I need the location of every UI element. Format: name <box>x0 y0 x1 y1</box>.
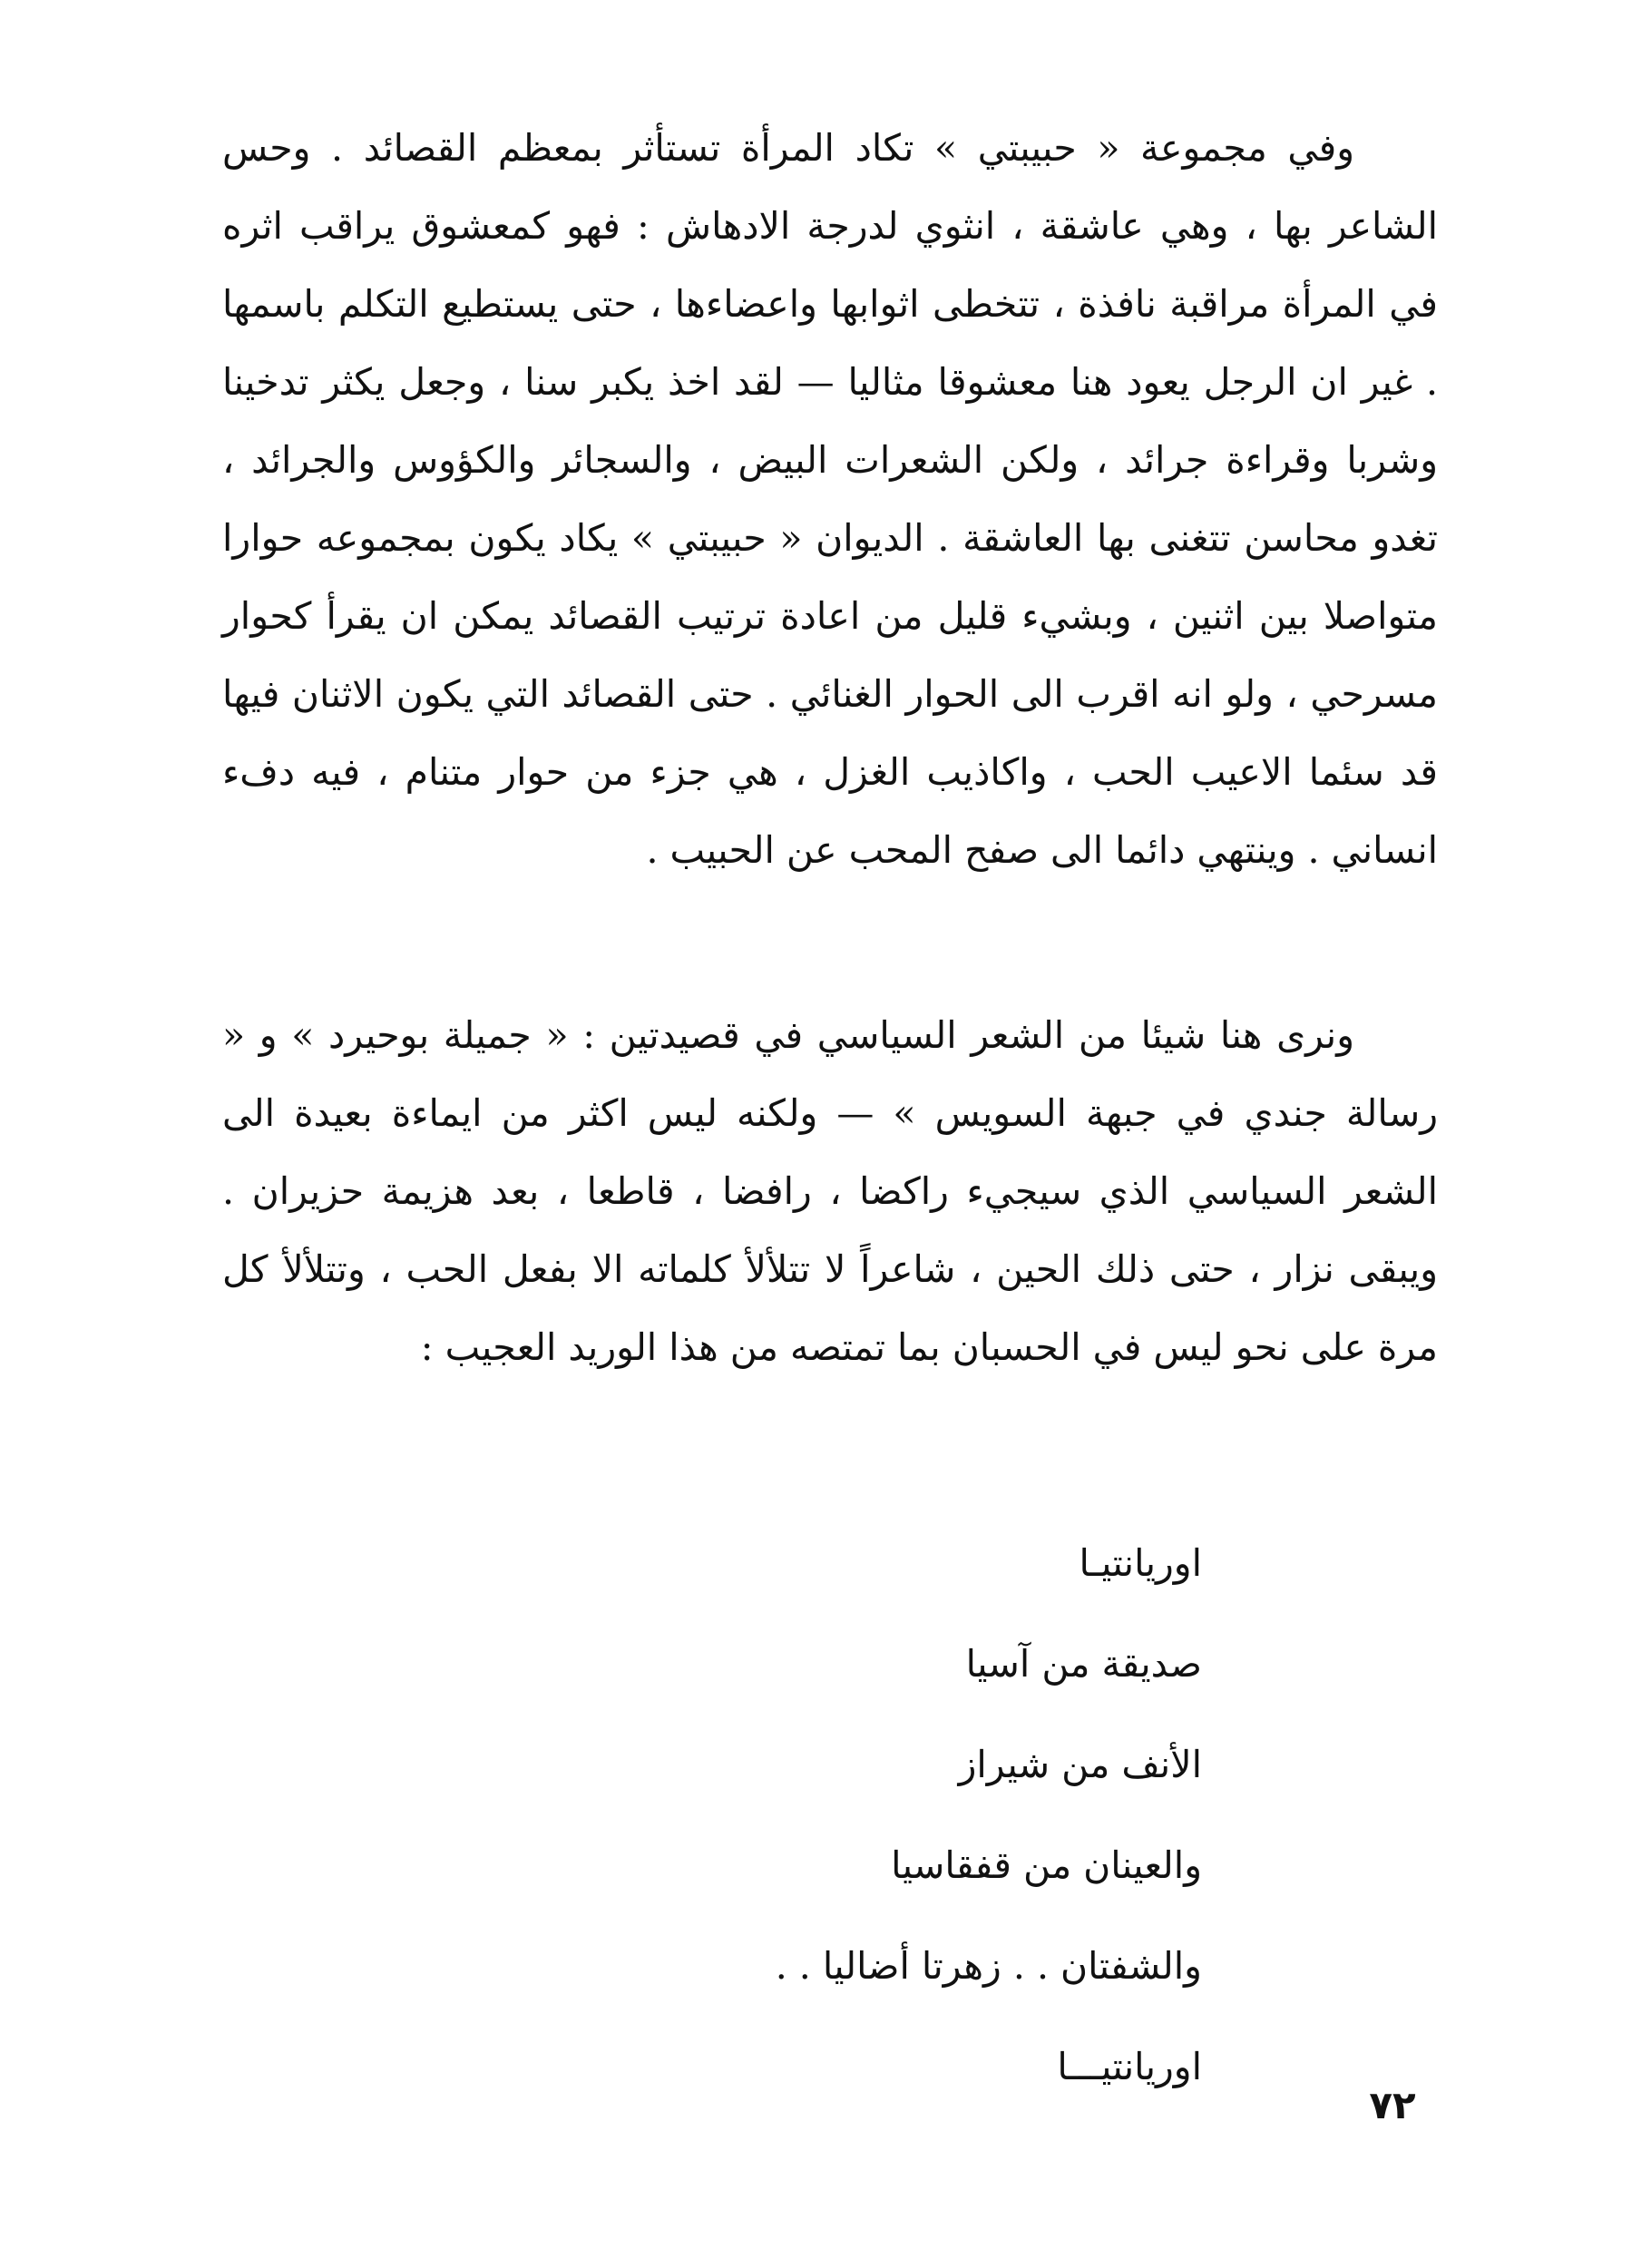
page-number: ٧٢ <box>1369 2083 1416 2127</box>
poem-line: والشفتان . . زهرتا أضاليا . . <box>775 1944 1202 1988</box>
poem-line: صديقة من آسيا <box>965 1642 1202 1686</box>
poem-line: اوريانتيـــا <box>1057 2045 1202 2088</box>
poem-line: والعينان من قفقاسيا <box>891 1843 1202 1887</box>
poem-line: الأنف من شيراز <box>958 1743 1202 1786</box>
paragraph <box>222 109 1438 889</box>
paragraph-text: وفي مجموعة « حبيبتي » تكاد المرأة تستأثر بمعظم القصائد . وحس الشاعر بها ، وهي عاشقة ، انثوي لدرجة الادهاش : فهو كمعشوق يراقب اثره في المرأة مراقبة نافذة ، تتخطى اثوابها واعضاءها ، حتى يستطيع التكلم باسمها . غير ان الرجل يعود هنا معشوقا مثاليا — لقد اخذ يكبر سنا ، وجعل يكثر تدخينا وشربا وقراءة جرائد ، ولكن الشعرات البيض ، والسجائر والكؤوس والجرائد ، تغدو محاسن تتغنى بها العاشقة . الديوان « حبيبتي » يكاد يكون بمجموعه حوارا متواصلا بين اثنين ، وبشيء قليل من اعادة ترتيب القصائد يمكن ان يقرأ كحوار مسرحي ، ولو انه اقرب الى الحوار الغنائي . حتى القصائد التي يكون الاثنان فيها قد سئما الاعيب الحب ، واكاذيب الغزل ، هي جزء من حوار متنام ، فيه دفء انساني . وينتهي دائما الى صفح المحب عن الحبيب . <box>222 126 1438 872</box>
poem-excerpt <box>222 1513 1202 2117</box>
paragraph <box>222 996 1438 1386</box>
poem-line: اوريانتيـا <box>1079 1541 1202 1585</box>
paragraph-text: ونرى هنا شيئا من الشعر السياسي في قصيدتين : « جميلة بوحيرد » و « رسالة جندي في جبهة السويس » — ولكنه ليس اكثر من ايماءة بعيدة الى الشعر السياسي الذي سيجيء راكضا ، رافضا ، قاطعا ، بعد هزيمة حزيران . ويبقى نزار ، حتى ذلك الحين ، شاعراً لا تتلألأ كلماته الا بفعل الحب ، وتتلألأ كل مرة على نحو ليس في الحسبان بما تمتصه من هذا الوريد العجيب : <box>222 1013 1438 1369</box>
